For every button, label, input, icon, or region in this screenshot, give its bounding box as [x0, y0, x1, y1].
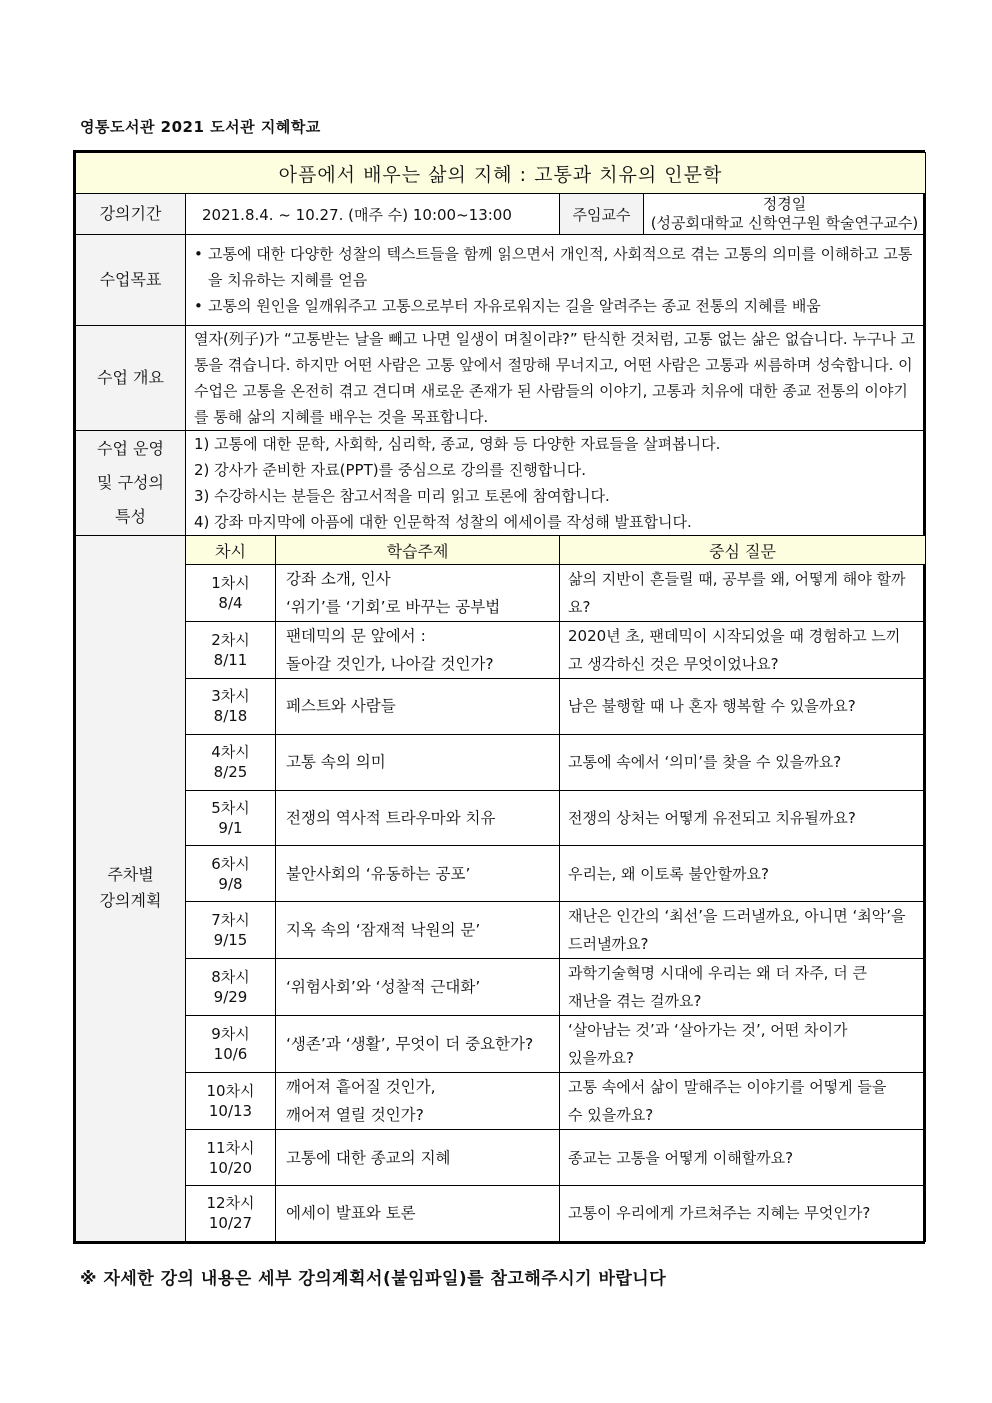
session-date: 10/20 [208, 1158, 253, 1177]
schedule-row [76, 846, 926, 902]
question-cell [560, 679, 926, 735]
session-number: 9차시 [211, 1025, 250, 1044]
professor-label: 주임교수 [560, 194, 644, 235]
question-cell [560, 846, 926, 902]
topic-cell [276, 734, 560, 790]
session-date: 9/15 [213, 931, 248, 950]
question-cell [560, 622, 926, 679]
session-number: 3차시 [211, 687, 250, 706]
topic-header: 학습주제 [276, 536, 560, 565]
session-date: 10/13 [208, 1102, 253, 1121]
question-line: 우리는, 왜 이토록 불안할까요? [568, 864, 769, 883]
operation-item: 3) 수강하시는 분들은 참고서적을 미리 읽고 토론에 참여합니다. [194, 487, 610, 505]
question-line: 과학기술혁명 시대에 우리는 왜 더 자주, 더 큰 [568, 964, 867, 983]
session-date: 8/18 [213, 707, 248, 726]
operation-label-line: 및 구성의 [97, 473, 164, 492]
topic-line: 깨어져 흩어질 것인가, [286, 1078, 436, 1097]
document-header: 영통도서관 2021 도서관 지혜학교 [80, 118, 321, 136]
schedule-row [76, 734, 926, 790]
question-cell [560, 734, 926, 790]
question-line: 재난은 인간의 ‘최선’을 드러낼까요, 아니면 ‘최악’을 [568, 907, 906, 926]
schedule-label-line: 강의계획 [99, 891, 162, 911]
goal-text: 고통에 대한 다양한 성찰의 텍스트들을 함께 읽으면서 개인적, 사회적으로 겪는 고통의 의미를 이해하고 고통을 치유하는 지혜를 얻음 [208, 245, 913, 289]
session-cell [186, 1073, 276, 1130]
operation-label-line: 수업 운영 [97, 439, 164, 458]
schedule-row [76, 790, 926, 846]
topic-cell [276, 902, 560, 959]
session-header: 차시 [186, 536, 276, 565]
operation-item: 1) 고통에 대한 문학, 사회학, 심리학, 종교, 영화 등 다양한 자료들을 살펴봅니다. [194, 435, 721, 453]
topic-cell [276, 959, 560, 1016]
topic-line: 깨어져 열릴 것인가? [286, 1106, 424, 1125]
goals-label: 수업목표 [76, 235, 186, 326]
question-line: 2020년 초, 팬데믹이 시작되었을 때 경험하고 느끼 [568, 627, 901, 645]
session-number: 6차시 [211, 854, 250, 873]
question-header: 중심 질문 [560, 536, 926, 565]
question-line: 드러낼까요? [568, 935, 649, 954]
session-date: 9/1 [218, 818, 243, 837]
question-line: 고통 속에서 삶이 말해주는 이야기를 어떻게 들을 [568, 1078, 887, 1097]
professor-info [644, 194, 926, 235]
session-number: 11차시 [206, 1138, 255, 1157]
topic-line: ‘위기’를 ‘기회’로 바꾸는 공부법 [286, 598, 501, 616]
session-date: 9/29 [213, 988, 248, 1007]
session-number: 7차시 [211, 911, 250, 930]
question-line: 남은 불행할 때 나 혼자 행복할 수 있을까요? [568, 697, 856, 716]
goal-item: • 고통의 원인을 일깨워주고 고통으로부터 자유로워지는 길을 알려주는 종교 전통의 지혜를 배움 [194, 293, 917, 319]
period-value: 2021.8.4. ~ 10.27. (매주 수) 10:00~13:00 [186, 194, 560, 235]
topic-cell [276, 565, 560, 622]
session-number: 2차시 [211, 631, 250, 649]
session-date: 9/8 [218, 874, 243, 893]
topic-cell [276, 1016, 560, 1073]
session-cell [186, 790, 276, 846]
topic-cell [276, 1073, 560, 1130]
session-number: 8차시 [211, 968, 250, 987]
schedule-row [76, 1016, 926, 1073]
session-cell [186, 959, 276, 1016]
question-cell [560, 565, 926, 622]
session-cell [186, 1185, 276, 1241]
topic-cell [276, 790, 560, 846]
topic-line: 지옥 속의 ‘잠재적 낙원의 문’ [286, 921, 481, 940]
question-cell [560, 959, 926, 1016]
session-date: 10/27 [208, 1214, 253, 1233]
topic-line: 고통에 대한 종교의 지혜 [286, 1148, 451, 1167]
schedule-row [76, 1130, 926, 1186]
schedule-row [76, 1073, 926, 1130]
session-date: 8/25 [213, 763, 248, 782]
topic-line: 불안사회의 ‘유동하는 공포’ [286, 864, 471, 883]
professor-affiliation: (성공회대학교 신학연구원 학술연구교수) [650, 214, 919, 232]
question-line: 수 있을까요? [568, 1106, 654, 1125]
session-cell [186, 622, 276, 679]
topic-cell [276, 1130, 560, 1186]
question-line: ‘살아남는 것’과 ‘살아가는 것’, 어떤 차이가 [568, 1021, 848, 1040]
question-cell [560, 790, 926, 846]
session-date: 8/4 [218, 594, 243, 612]
question-line: 재난을 겪는 걸까요? [568, 992, 702, 1011]
session-number: 12차시 [206, 1194, 255, 1213]
overview-text: 열자(列子)가 “고통받는 날을 빼고 나면 일생이 며칠이랴?” 탄식한 것처럼, 고통 없는 삶은 없습니다. 누구나 고통을 겪습니다. 하지만 어떤 사람은 고통 앞에서 절망해 무너지고, 어떤 사람은 고통과 씨름하며 성숙합니다. 이 수업은 고통을 온전히 겪고 견디며 새로운 존재가 된 사람들의 이야기, 고통과 치유에 대한 종교 전통의 이야기를 통해 삶의 지혜를 배우는 것을 목표합니다. [186, 326, 926, 431]
topic-line: 에세이 발표와 토론 [286, 1204, 416, 1223]
topic-line: 돌아갈 것인가, 나아갈 것인가? [286, 655, 494, 673]
syllabus-table [75, 152, 926, 1242]
topic-cell [276, 622, 560, 679]
question-line: 전쟁의 상처는 어떻게 유전되고 치유될까요? [568, 808, 856, 827]
topic-line: 고통 속의 의미 [286, 753, 386, 772]
operation-item: 4) 강좌 마지막에 아픔에 대한 인문학적 성찰의 에세이를 작성해 발표합니다. [194, 513, 692, 531]
goals-content [186, 235, 926, 326]
topic-line: 전쟁의 역사적 트라우마와 치유 [286, 808, 496, 827]
operation-item: 2) 강사가 준비한 자료(PPT)를 중심으로 강의를 진행합니다. [194, 461, 587, 479]
topic-cell [276, 1185, 560, 1241]
question-line: 고통이 우리에게 가르쳐주는 지혜는 무엇인가? [568, 1204, 871, 1223]
topic-line: 팬데믹의 문 앞에서 : [286, 627, 426, 645]
topic-line: 강좌 소개, 인사 [286, 570, 391, 588]
session-cell [186, 734, 276, 790]
question-line: 있을까요? [568, 1049, 634, 1068]
question-line: 고 생각하신 것은 무엇이었나요? [568, 655, 779, 673]
overview-label: 수업 개요 [76, 326, 186, 431]
topic-cell [276, 846, 560, 902]
goal-item: • 고통에 대한 다양한 성찰의 텍스트들을 함께 읽으면서 개인적, 사회적으로 겪는 고통의 의미를 이해하고 고통을 치유하는 지혜를 얻음 [194, 241, 917, 293]
schedule-row [76, 565, 926, 622]
question-cell [560, 1185, 926, 1241]
footer-note: ※ 자세한 강의 내용은 세부 강의계획서(붙임파일)를 참고해주시기 바랍니다 [80, 1269, 667, 1289]
session-date: 8/11 [213, 651, 248, 669]
goal-text: 고통의 원인을 일깨워주고 고통으로부터 자유로워지는 길을 알려주는 종교 전통의 지혜를 배움 [208, 297, 821, 315]
session-number: 4차시 [211, 743, 250, 762]
operation-label [76, 431, 186, 536]
schedule-row [76, 622, 926, 679]
session-number: 1차시 [211, 574, 250, 592]
schedule-label-line: 주차별 [107, 865, 154, 885]
session-cell [186, 1130, 276, 1186]
question-cell [560, 1073, 926, 1130]
topic-line: ‘생존’과 ‘생활’, 무엇이 더 중요한가? [286, 1035, 534, 1054]
session-cell [186, 565, 276, 622]
period-label: 강의기간 [76, 194, 186, 235]
session-date: 10/6 [213, 1045, 248, 1064]
schedule-row [76, 679, 926, 735]
schedule-row [76, 902, 926, 959]
question-line: 종교는 고통을 어떻게 이해할까요? [568, 1148, 794, 1167]
question-cell [560, 1130, 926, 1186]
question-line: 고통에 속에서 ‘의미’를 찾을 수 있을까요? [568, 753, 842, 772]
question-cell [560, 1016, 926, 1073]
topic-line: 페스트와 사람들 [286, 697, 396, 716]
session-cell [186, 679, 276, 735]
operation-content [186, 431, 926, 536]
question-cell [560, 902, 926, 959]
session-cell [186, 1016, 276, 1073]
session-cell [186, 846, 276, 902]
schedule-row [76, 1185, 926, 1241]
topic-line: ‘위험사회’와 ‘성찰적 근대화’ [286, 978, 481, 997]
schedule-label [76, 536, 186, 1242]
course-title: 아픔에서 배우는 삶의 지혜 : 고통과 치유의 인문학 [76, 153, 926, 194]
operation-label-line: 특성 [115, 507, 146, 526]
topic-cell [276, 679, 560, 735]
session-number: 5차시 [211, 798, 250, 817]
syllabus-table-frame [73, 150, 925, 1244]
session-cell [186, 902, 276, 959]
session-number: 10차시 [206, 1082, 255, 1101]
question-line: 삶의 지반이 흔들릴 때, 공부를 왜, 어떻게 해야 할까요? [568, 570, 906, 616]
schedule-row [76, 959, 926, 1016]
professor-name: 정경일 [762, 195, 807, 213]
